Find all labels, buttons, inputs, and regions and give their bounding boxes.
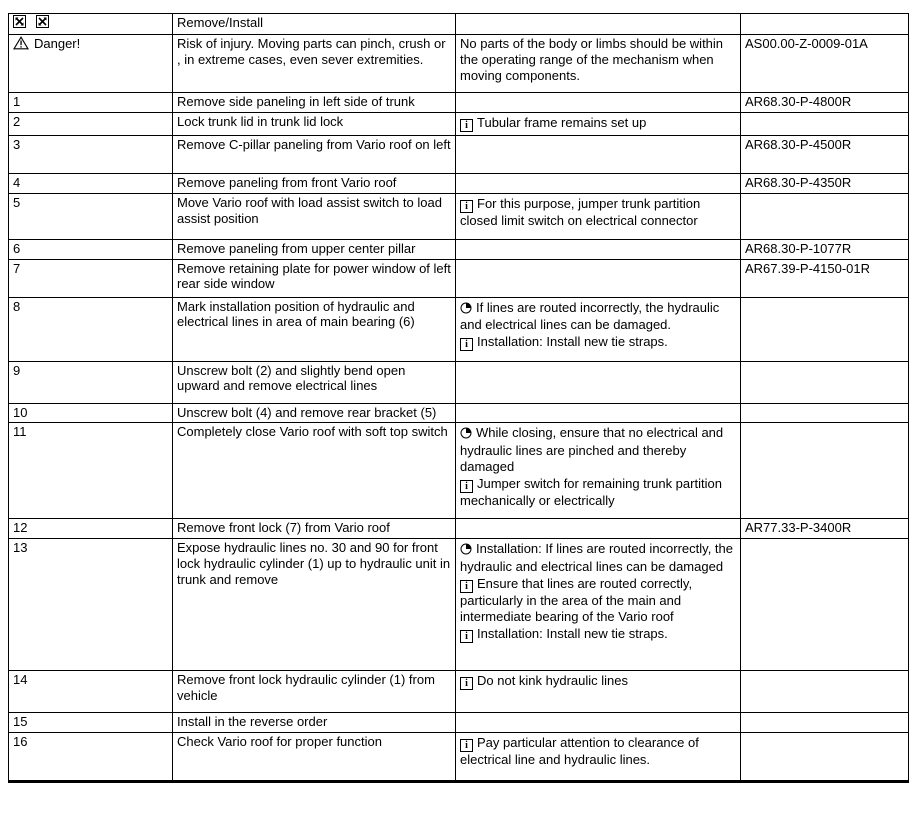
step-number: 16	[9, 733, 173, 782]
table-row	[9, 519, 909, 539]
document-ref	[741, 539, 909, 671]
step-notes	[456, 112, 741, 135]
note	[460, 300, 736, 334]
note	[460, 334, 736, 351]
note-text: Pay particular attention to clearance of electrical line and hydraulic lines.	[460, 735, 699, 768]
step-number: 3	[9, 135, 173, 173]
note	[460, 425, 736, 475]
step-action: Install in the reverse order	[173, 713, 456, 733]
step-action: Remove paneling from upper center pillar	[173, 239, 456, 259]
note-text: Tubular frame remains set up	[477, 114, 647, 130]
step-number: 7	[9, 259, 173, 297]
info-icon: i	[460, 677, 473, 690]
danger-precaution-text: No parts of the body or limbs should be within the operating range of the mechanism when moving components.	[456, 34, 741, 92]
step-notes	[456, 733, 741, 782]
step-number: 13	[9, 539, 173, 671]
step-notes	[456, 519, 741, 539]
table-row	[9, 361, 909, 403]
note-text: Installation: If lines are routed incorrectly, the hydraulic and electrical lines can be damaged	[460, 541, 733, 575]
maximize-icon[interactable]	[13, 15, 26, 32]
step-action: Remove paneling from front Vario roof	[173, 173, 456, 193]
note	[460, 541, 736, 575]
note	[460, 735, 736, 768]
procedure-table	[8, 13, 909, 783]
info-icon: i	[460, 338, 473, 351]
step-number: 6	[9, 239, 173, 259]
document-ref	[741, 733, 909, 782]
step-notes	[456, 259, 741, 297]
step-action: Remove retaining plate for power window of left rear side window	[173, 259, 456, 297]
attention-icon	[460, 302, 472, 318]
table-header-row	[9, 14, 909, 35]
step-number: 11	[9, 423, 173, 519]
step-notes	[456, 539, 741, 671]
note-text: Do not kink hydraulic lines	[477, 673, 629, 689]
step-action: Mark installation position of hydraulic and electrical lines in area of main bearing (6)	[173, 297, 456, 361]
header-empty-notes-cell	[456, 14, 741, 35]
table-row	[9, 92, 909, 112]
step-action: Remove C-pillar paneling from Vario roof on left	[173, 135, 456, 173]
document-ref[interactable]: AR68.30-P-4800R	[741, 92, 909, 112]
info-icon: i	[460, 119, 473, 132]
step-number: 8	[9, 297, 173, 361]
procedure-title: Remove/Install	[173, 14, 456, 35]
step-notes	[456, 403, 741, 423]
table-row	[9, 112, 909, 135]
step-action: Expose hydraulic lines no. 30 and 90 for front lock hydraulic cylinder (1) up to hydraulic unit in trunk and remove	[173, 539, 456, 671]
step-number: 9	[9, 361, 173, 403]
table-row	[9, 239, 909, 259]
document-ref[interactable]: AR77.33-P-3400R	[741, 519, 909, 539]
danger-document-ref[interactable]: AS00.00-Z-0009-01A	[741, 34, 909, 92]
info-icon: i	[460, 739, 473, 752]
document-ref	[741, 423, 909, 519]
note	[460, 673, 736, 690]
document-ref	[741, 713, 909, 733]
danger-risk-text: Risk of injury. Moving parts can pinch, crush or , in extreme cases, even sever extremities.	[173, 34, 456, 92]
header-icons-cell	[9, 14, 173, 35]
document-ref	[741, 671, 909, 713]
note	[460, 115, 736, 132]
note-text: For this purpose, jumper trunk partition closed limit switch on electrical connector	[460, 195, 701, 228]
danger-label-cell	[9, 34, 173, 92]
table-row	[9, 733, 909, 782]
step-notes	[456, 713, 741, 733]
document-ref[interactable]: AR68.30-P-4500R	[741, 135, 909, 173]
document-ref[interactable]: AR67.39-P-4150-01R	[741, 259, 909, 297]
document-ref	[741, 297, 909, 361]
danger-row	[9, 34, 909, 92]
info-icon: i	[460, 630, 473, 643]
step-notes	[456, 92, 741, 112]
warning-triangle-icon	[13, 36, 29, 54]
step-notes	[456, 193, 741, 239]
step-action: Remove front lock (7) from Vario roof	[173, 519, 456, 539]
table-row	[9, 423, 909, 519]
step-action: Unscrew bolt (4) and remove rear bracket (5)	[173, 403, 456, 423]
table-row	[9, 297, 909, 361]
table-row	[9, 193, 909, 239]
note-text: Ensure that lines are routed correctly, particularly in the area of the main and intermediate bearing of the Vario roof	[460, 576, 693, 624]
step-notes	[456, 239, 741, 259]
step-notes	[456, 135, 741, 173]
step-notes	[456, 173, 741, 193]
note-text: While closing, ensure that no electrical and hydraulic lines are pinched and thereby damaged	[460, 425, 724, 475]
step-number: 14	[9, 671, 173, 713]
document-ref[interactable]: AR68.30-P-4350R	[741, 173, 909, 193]
table-row	[9, 403, 909, 423]
step-number: 2	[9, 112, 173, 135]
danger-label: Danger!	[34, 35, 81, 51]
step-action: Remove front lock hydraulic cylinder (1) from vehicle	[173, 671, 456, 713]
step-action: Completely close Vario roof with soft top switch	[173, 423, 456, 519]
step-action: Lock trunk lid in trunk lid lock	[173, 112, 456, 135]
note	[460, 626, 736, 643]
attention-icon	[460, 543, 472, 559]
table-row	[9, 135, 909, 173]
step-action: Check Vario roof for proper function	[173, 733, 456, 782]
info-icon: i	[460, 480, 473, 493]
step-number: 12	[9, 519, 173, 539]
note-text: Installation: Install new tie straps.	[477, 625, 668, 641]
table-row	[9, 259, 909, 297]
table-row	[9, 539, 909, 671]
step-notes	[456, 361, 741, 403]
info-icon: i	[460, 580, 473, 593]
document-ref	[741, 403, 909, 423]
step-number: 1	[9, 92, 173, 112]
step-notes	[456, 297, 741, 361]
attention-icon	[460, 427, 472, 443]
step-notes	[456, 423, 741, 519]
step-number: 5	[9, 193, 173, 239]
table-row	[9, 671, 909, 713]
info-icon: i	[460, 200, 473, 213]
step-number: 10	[9, 403, 173, 423]
step-number: 15	[9, 713, 173, 733]
document-ref[interactable]: AR68.30-P-1077R	[741, 239, 909, 259]
step-action: Unscrew bolt (2) and slightly bend open upward and remove electrical lines	[173, 361, 456, 403]
note	[460, 196, 736, 229]
step-number: 4	[9, 173, 173, 193]
table-row	[9, 713, 909, 733]
step-action: Remove side paneling in left side of trunk	[173, 92, 456, 112]
restore-icon[interactable]	[36, 15, 49, 32]
note-text: If lines are routed incorrectly, the hydraulic and electrical lines can be damaged.	[460, 299, 720, 333]
document-ref	[741, 112, 909, 135]
steps-body	[9, 14, 909, 782]
document-ref	[741, 193, 909, 239]
note	[460, 576, 736, 625]
table-row	[9, 173, 909, 193]
note-text: Installation: Install new tie straps.	[477, 334, 668, 350]
header-empty-ref-cell	[741, 14, 909, 35]
step-action: Move Vario roof with load assist switch to load assist position	[173, 193, 456, 239]
note	[460, 476, 736, 509]
document-ref	[741, 361, 909, 403]
note-text: Jumper switch for remaining trunk partition mechanically or electrically	[460, 476, 722, 508]
step-notes	[456, 671, 741, 713]
